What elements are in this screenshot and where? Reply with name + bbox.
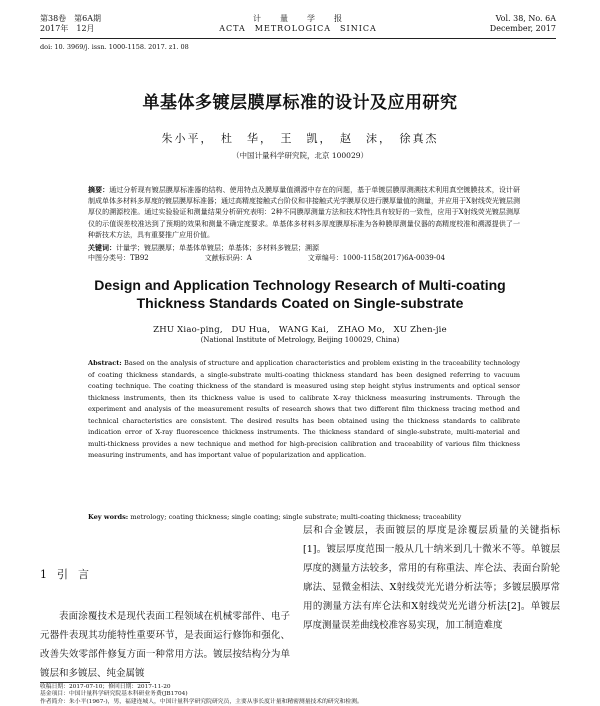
section-heading (40, 566, 99, 582)
journal-name-en: ACTA METROLOGICA SINICA (219, 24, 377, 33)
document-code: 文献标识码：A (204, 254, 252, 262)
title-cn: 单基体多镀层膜厚标准的设计及应用研究 (142, 93, 458, 113)
volume-issue: 第38卷 第6A期 (40, 14, 102, 23)
footnote-rule (40, 682, 150, 683)
clc-number: 中图分类号：TB92 (88, 254, 149, 262)
body-paragraph-left: 表面涂覆技术是现代表面工程领域在机械零部件、电子元器件表现其功能特性重要环节，是表面运行修饰和强化、改善失效零部件修复方面一种常用方法。镀层按结构分为单镀层和多镀层、纯金属镀 (40, 611, 290, 679)
journal-name-cn: 计 量 学 报 (253, 14, 343, 23)
affiliation-cn: （中国计量科学研究院，北京 100029） (231, 151, 368, 160)
footnote-fund: 基金项目：中国计量科学研究院基本科研业务费(JB1704) (40, 691, 188, 698)
abstract-cn (88, 184, 520, 241)
article-number: 文章编号：1000-1158(2017)6A-0039-04 (307, 254, 446, 262)
authors-en: ZHU Xiao-ping, DU Hua, WANG Kai, ZHAO Mo, XU Zhen-jie (153, 325, 447, 335)
affiliation-en: (National Institute of Metrology, Beijing 100029, China) (200, 336, 400, 344)
classification-cn (88, 253, 520, 264)
section-number: 1 (40, 568, 57, 581)
keywords-cn-text: 计量学；镀层膜厚；单基体单镀层；单基体；多材料多镀层；溯源 (116, 244, 319, 252)
footnote-author: 作者简介：朱小平(1967-)，男，福建连城人，中国计量科学研究院研究员，主要从事长度计量和精密测量技术的研究和检测。 (40, 698, 363, 705)
keywords-en-text: metrology; coating thickness; single coating; single substrate; multi-coating thickness; traceability (130, 513, 462, 521)
body-paragraph-right: 层和合金镀层，表面镀层的厚度是涂覆层质量的关键指标[1]。镀层厚度范围一般从几十纳米到几十微米不等。单镀层厚度的测量方法较多，常用的有称重法、库仑法、表面台阶轮廓法、显微金相法、X射线荧光光谱分析法等；多镀层膜厚常用的测量方法有库仑法和X射线荧光光谱分析法[2]。单镀层厚度测量误差曲线校准容易实现，加工制造难度 (303, 525, 560, 631)
title-en (0, 276, 600, 312)
header-right (490, 14, 556, 34)
footnote (40, 684, 560, 706)
abstract-en-label: Abstract: (88, 359, 122, 367)
section-title: 引言 (57, 568, 99, 581)
keywords-en-label: Key words: (88, 513, 129, 521)
title-en-line2: Thickness Standards Coated on Single-substrate (136, 295, 464, 311)
issue-date-en: December, 2017 (489, 24, 556, 33)
abstract-en (88, 358, 520, 462)
keywords-cn-label: 关键词： (88, 243, 116, 252)
issue-date-cn: 2017年 12月 (40, 24, 95, 33)
abstract-cn-label: 摘要： (88, 185, 110, 194)
body-column-right (303, 521, 560, 635)
header-rule (40, 38, 556, 39)
footnote-received: 收稿日期：2017-07-10；修回日期：2017-11-20 (40, 684, 171, 690)
abstract-cn-text: 通过分析现有镀层膜厚标准器的结构、使用特点及膜厚量值溯源中存在的问题，基于单镀层膜厚测溯技术利用真空镀膜技术，设计研制成单体多材料多厚度的镀层膜厚标准器；通过高精度接触式台阶仪和非接触式光学膜厚仪进行膜厚量值的测量，并应用于X射线荧光镀层测厚仪的溯源校准。通过实验验证和测量结果分析研究表明：2种不同膜厚测量方法和技术特性具有较好的一致性，应用于X射线荧光镀层测厚仪的示值误差校准达到了预期的效果和测量不确定度要求。单基体多材料多厚度膜厚标准为各种膜厚测量仪器的高精度校准和溯源提供了一种新技术方法，具有重要推广应用价值。 (88, 186, 520, 239)
header-center (40, 14, 556, 34)
title-en-line1: Design and Application Technology Research of Multi-coating (94, 277, 506, 293)
doi: doi: 10. 3969/j. issn. 1000-1158. 2017. z1. 08 (40, 43, 189, 51)
volume-issue-en: Vol. 38, No. 6A (495, 14, 556, 23)
body-column-left (40, 607, 290, 683)
authors-cn: 朱小平， 杜 华， 王 凯， 赵 沫， 徐真杰 (161, 132, 439, 145)
abstract-en-text: Based on the analysis of structure and application characteristics and problem existing in the traceability technology of coating thickness standards, a single-substrate multi-coating thickness standard has been designed referring to vacuum coating technique. The coating thickness of the standard is measured using step height stylus instruments and optical sensor thickness instruments, then its thickness value is used to calibrate X-ray thickness measuring instruments. Through the experiment and analysis of the measurement results of research shows that two different film thickness tracing method and technical characteristics are consistent. The desired results has been obtained using the thickness standards to calibrate indication error of X-ray fluorescence thickness instruments. The thickness standard of single-substrate, multi-material and multi-thickness provides a new technique and method for high-precision calibration and traceability of various film thickness measuring instruments, and has important value of popularization and application. (88, 359, 520, 459)
running-header (40, 14, 556, 40)
